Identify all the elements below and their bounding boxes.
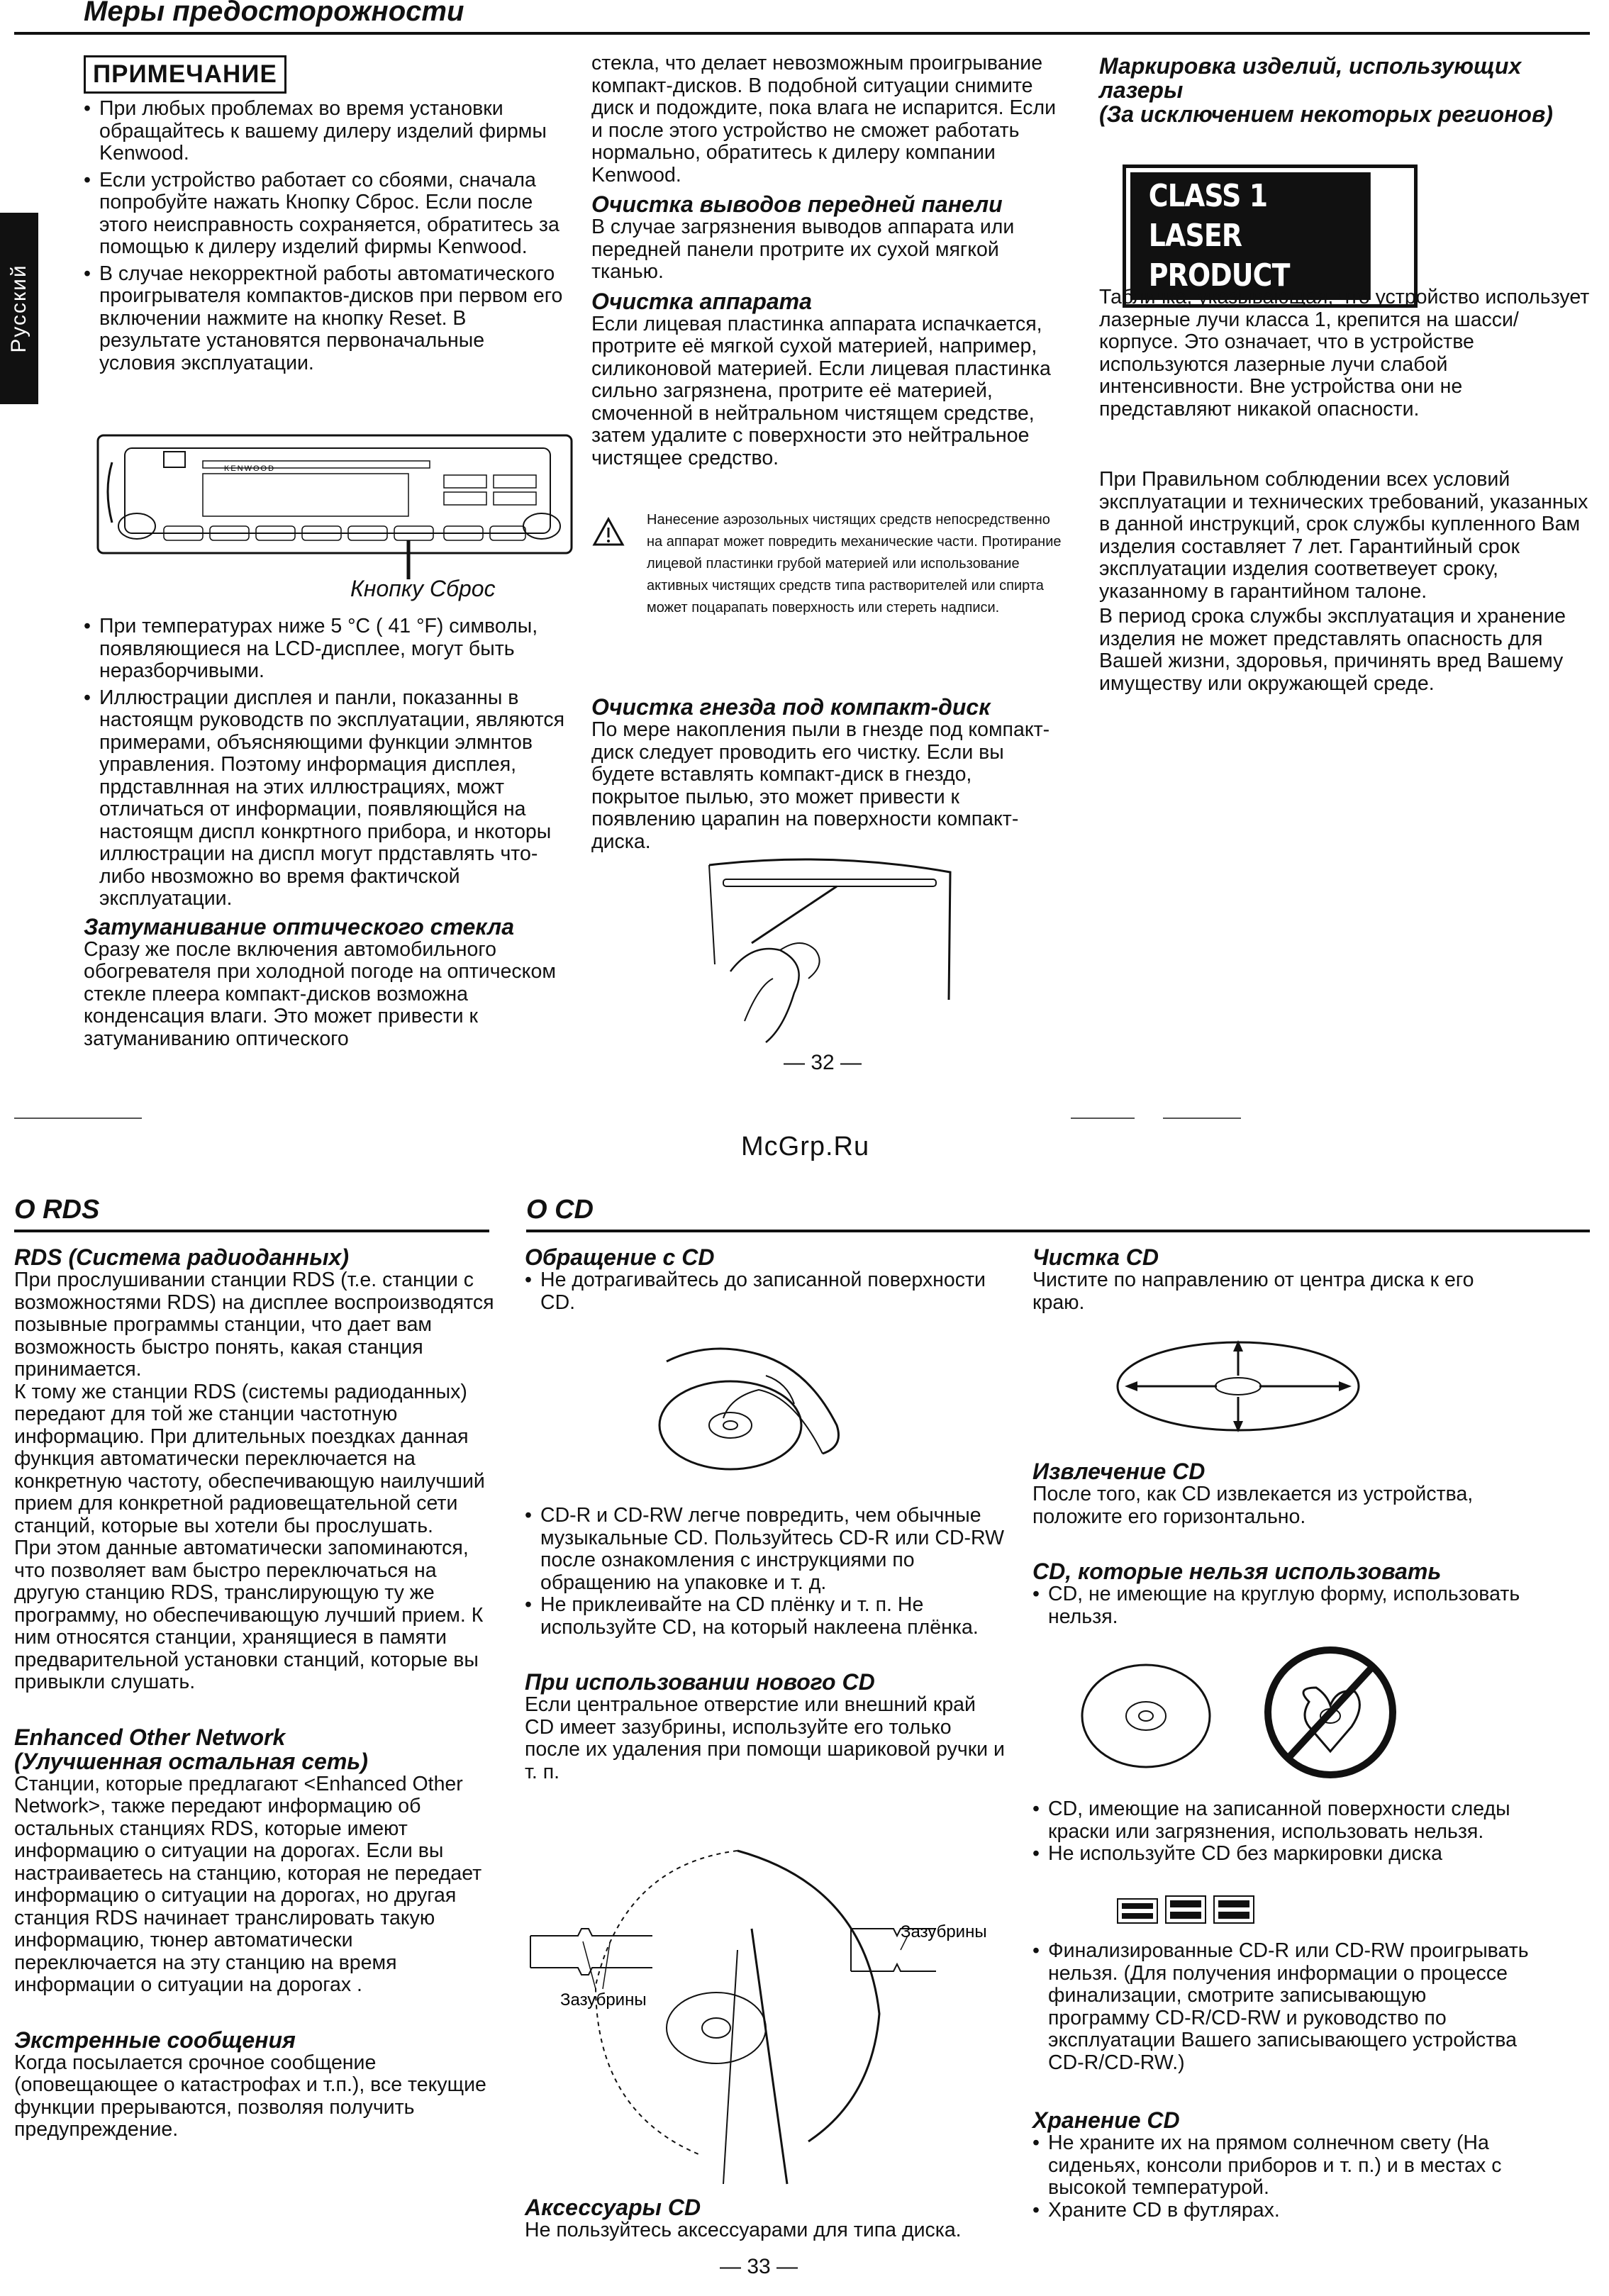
- page-separator: [14, 1118, 99, 1119]
- cd-hand-illustration: [652, 1333, 865, 1475]
- cd-removal-block: [1032, 1459, 1529, 1628]
- language-tab-label: Русский: [7, 264, 30, 353]
- laser-description: [1099, 286, 1596, 695]
- cd-cleaning-illustration: [1110, 1333, 1380, 1447]
- unusable-cd-bullet: • CD, не имеющие на круглую форму, использовать нельзя.: [1032, 1583, 1529, 1628]
- accessories-title: Аксессуары CD: [525, 2195, 701, 2220]
- service-life-text: При Правильном соблюдении всех условий эксплуатации и технических требований, указанных в данной инструкций, срок службы купленного Вам изделия составляет 7 лет. Гарантийный срок эксплуатации изделия соответвеует сроку, указанному в гарантийном талоне.: [1099, 468, 1588, 603]
- cd-handling-block-2: [525, 1505, 1007, 1783]
- unusable-cd-bullet: • Не используйте CD без маркировки диска: [1032, 1843, 1529, 1866]
- cd-removal-title: Извлечение CD: [1032, 1459, 1206, 1484]
- cd-handling-bullet: • Не дотрагивайтесь до записанной поверхности CD.: [525, 1269, 1007, 1314]
- top-column-2: [591, 52, 1065, 469]
- laser-text: Табличка, указывающая, что устройство использует лазерные лучи класса 1, крепится на шасси/корпусе. Это означает, что в устройстве используются лазерные лучи слабой интенсивности. Вне устройства они не представляют никакой опасности.: [1099, 286, 1590, 420]
- note-bullet: • При температурах ниже 5 °C ( 41 °F) символы, появляющиеся на LCD-дисплее, могут быть неразборчивыми.: [84, 615, 566, 683]
- header-rule: [14, 32, 1590, 35]
- unit-cleaning-title: Очистка аппарата: [591, 288, 812, 314]
- rds-title: RDS (Система радиоданных): [14, 1244, 349, 1270]
- note-bullet: • При любых проблемах во время установки обращайтесь к вашему дилеру изделий фирмы Kenwood.: [84, 98, 566, 165]
- warning-icon: [593, 518, 624, 546]
- eon-text: Станции, которые предлагают <Enhanced Other Network>, также передают информацию об остальных станциях RDS, которые имеют информацию о ситуации на дорогах. Если вы настраиваетесь на станцию, которая не передает информацию о ситуации на дорогах, но другая станция RDS начинает транслировать такую информацию, тюнер автоматически переключается на эту станцию на время информации о ситуации на дорогах .: [14, 1772, 482, 1996]
- front-panel-illustration: [96, 434, 573, 590]
- cd-handling-block: [525, 1245, 1007, 1314]
- reset-button-caption: Кнопку Сброс: [350, 576, 496, 601]
- slot-cleaning-illustration: [702, 858, 957, 1049]
- cd-header-rule: [526, 1230, 1590, 1232]
- fog-text: Сразу же после включения автомобильного обогревателя при холодной погоде на оптическом стекле плеера компакт-дисков возможна конденсация влаги. Это может привести к затуманиванию оптического: [84, 937, 556, 1050]
- accessories-text: Не пользуйтесь аксессуарами для типа диска.: [525, 2219, 962, 2241]
- note-bullet: • Если устройство работает со сбоями, сначала попробуйте нажать Кнопку Сброс. Если после этого неисправность сохраняется, обратитесь за помощью к дилеру изделий фирмы Kenwood.: [84, 169, 566, 259]
- cd-storage-bullet: • Храните CD в футлярах.: [1032, 2200, 1529, 2222]
- panel-brand-label: KENWOOD: [224, 464, 276, 473]
- rds-column: [14, 1245, 496, 2141]
- cd-handling-title: Обращение с CD: [525, 1244, 715, 1270]
- front-terminals-text: В случае загрязнения выводов аппарата или передней панели протрите их сухой мягкой тканью.: [591, 216, 1015, 283]
- rds-section-header: O RDS: [14, 1195, 100, 1225]
- new-cd-text: Если центральное отверстие или внешний край CD имеет зазубрины, используйте его только после их удаления при помощи шариковой ручки и т. п.: [525, 1693, 1005, 1783]
- fog-text-continued: стекла, что делает невозможным проигрывание компакт-дисков. В подобной ситуации снимите диск и подождите, пока влага не испарится. Если и после этого устройство не сможет работать нормально, обратитесь к дилеру компании Kenwood.: [591, 52, 1056, 186]
- unusable-cd-bullet: • CD, имеющие на записанной поверхности следы краски или загрязнения, использовать нельзя.: [1032, 1798, 1529, 1843]
- laser-title-text: Маркировка изделий, использующих лазеры: [1099, 53, 1522, 103]
- front-terminals-title: Очистка выводов передней панели: [591, 191, 1003, 217]
- cd-storage-bullet: • Не храните их на прямом солнечном свету (На сиденьях, консоли приборов и т. п.) и в местах с высокой температурой.: [1032, 2132, 1529, 2200]
- cd-removal-text: После того, как CD извлекается из устройства, положите его горизонтально.: [1032, 1483, 1474, 1528]
- cd-storage-title: Хранение CD: [1032, 2107, 1180, 2133]
- page-number-33: — 33 —: [720, 2255, 798, 2278]
- cd-cleaning-block: [1032, 1245, 1529, 1314]
- eon-title: Enhanced Other Network: [14, 1724, 286, 1750]
- cd-handling-bullet: • CD-R и CD-RW легче повредить, чем обычные музыкальные CD. Пользуйтесь CD-R или CD-RW после ознакомления с инструкциями по обращению на упаковке и т. д.: [525, 1505, 1007, 1594]
- watermark: McGrp.Ru: [741, 1132, 870, 1161]
- unusable-cd-block-2: [1032, 1798, 1529, 1866]
- rds-text: При прослушивании станции RDS (т.е. станции с возможностями RDS) на дисплее воспроизводятся позывные программы станции, что дает вам возможность быстро понять, какая станция принимается. К тому же станции RDS (системы радиоданных) передают для той же станции частотную информацию. При длительных поездках данная функция автоматически переключается на конкретную частоту, обеспечивающую наилучший прием для конкретной радиовещательной сети станций, которые вы хотели бы прослушать. При этом данные автоматически запоминаются, что позволяет вам быстро переключаться на другую станцию RDS, транслирующую ту же программу, но обеспечивающую лучший прием. К ним относятся станции, хранящиеся в памяти предварительной установки станций, которые вы привыкли слушать.: [14, 1269, 494, 1693]
- page-separator: [1071, 1118, 1135, 1119]
- top-column-1-lower: [84, 615, 566, 1050]
- laser-marking-title: [1099, 54, 1596, 126]
- laser-subtitle-text: (За исключением некоторых регионов): [1099, 101, 1553, 127]
- rds-header-rule: [14, 1230, 489, 1232]
- laser-label-line1: CLASS 1: [1148, 178, 1268, 214]
- page-header-title: Меры предосторожности: [84, 0, 464, 27]
- emergency-text: Когда посылается срочное сообщение (оповещающее о катастрофах и т.п.), все текущие функции прерываются, позволяя получить предупреждение.: [14, 2051, 486, 2141]
- page-separator: [1163, 1118, 1241, 1119]
- safety-text: В период срока службы эксплуатация и хранение изделия не может представлять опасность для Вашей жизни, здоровья, причинять вред Вашему имуществу или окружающей среде.: [1099, 605, 1566, 695]
- cd-section-header: O CD: [526, 1195, 594, 1225]
- cd-cleaning-title: Чистка CD: [1032, 1244, 1159, 1270]
- unusable-shapes-illustration: [1075, 1645, 1430, 1780]
- new-cd-title: При использовании нового CD: [525, 1669, 875, 1695]
- unit-cleaning-text: Если лицевая пластинка аппарата испачкается, протрите её мягкой сухой материей, например, силиконовой материей. Если лицевая пластинка сильно загрязнена, протрите её материей, смоченной в нейтральном чистящем средстве, затем удалите с поверхности это нейтральное чистящее средство.: [591, 312, 1051, 469]
- accessories-block: [525, 2195, 1007, 2242]
- laser-label-line2: LASER PRODUCT: [1148, 218, 1290, 294]
- unusable-cd-title: CD, которые нельзя использовать: [1032, 1559, 1442, 1584]
- note-label: ПРИМЕЧАНИЕ: [84, 55, 286, 94]
- slot-cleaning-title: Очистка гнезда под компакт-диск: [591, 694, 991, 720]
- slot-cleaning-block: [591, 695, 1065, 853]
- cd-burrs-illustration: [525, 1844, 1007, 2191]
- page-separator: [99, 1118, 142, 1119]
- burr-label-left: Зазубрины: [560, 1990, 647, 2010]
- warning-text: Нанесение аэрозольных чистящих средств непосредственно на аппарат может повредить механические части. Протирание лицевой пластинки грубой материей или использование активных чистящих средств типа растворителей или спирта может поцарапать поверхность или стереть надписи.: [647, 512, 1062, 615]
- burr-label-right: Зазубрины: [901, 1922, 987, 1941]
- eon-subtitle: (Улучшенная остальная сеть): [14, 1748, 368, 1774]
- page-number-32: — 32 —: [784, 1051, 862, 1074]
- top-column-1: [84, 55, 566, 374]
- unusable-cd-bullet: • Финализированные CD-R или CD-RW проигрывать нельзя. (Для получения информации о процессе финализации, смотрите записывающую программу CD-R/CD-RW и руководство по эксплуатации Вашего записывающего устройства CD-R/CD-RW.): [1032, 1940, 1529, 2074]
- note-bullet: • Иллюстрации дисплея и панли, показанны в настоящм руководств по эксплуатации, являются примерами, объясняющими функции элмнтов управления. Поэтому информация дисплея, прдставлнная на этих иллюстрациях, можт отличаться от информации, появляющйся на настоящм диспл конкртного прибора, и нкоторы иллюстрации на диспл могут прдставлять что-либо нвозможно во время фактичской эксплуатации.: [84, 687, 566, 910]
- fog-title: Затуманивание оптического стекла: [84, 913, 514, 940]
- slot-cleaning-text: По мере накопления пыли в гнезде под компакт-диск следует проводить его чистку. Если вы будете вставлять компакт-диск в гнездо, покрытое пылью, это может привести к появлению царапин на поверхности компакт-диска.: [591, 718, 1050, 853]
- cd-handling-bullet: • Не приклеивайте на CD плёнку и т. п. Не используйте CD, на который наклеена плёнка.: [525, 1594, 1007, 1639]
- cd-cleaning-text: Чистите по направлению от центра диска к его краю.: [1032, 1269, 1474, 1314]
- emergency-title: Экстренные сообщения: [14, 2027, 296, 2053]
- note-bullet: • В случае некорректной работы автоматического проигрывателя компактов-дисков при первом его включении нажмите на кнопку Reset. В результате установятся первоначальные условия эксплуатации.: [84, 263, 566, 375]
- disc-logos: [1116, 1895, 1258, 1926]
- language-tab: [0, 213, 38, 404]
- unusable-cd-block-3: [1032, 1940, 1529, 2222]
